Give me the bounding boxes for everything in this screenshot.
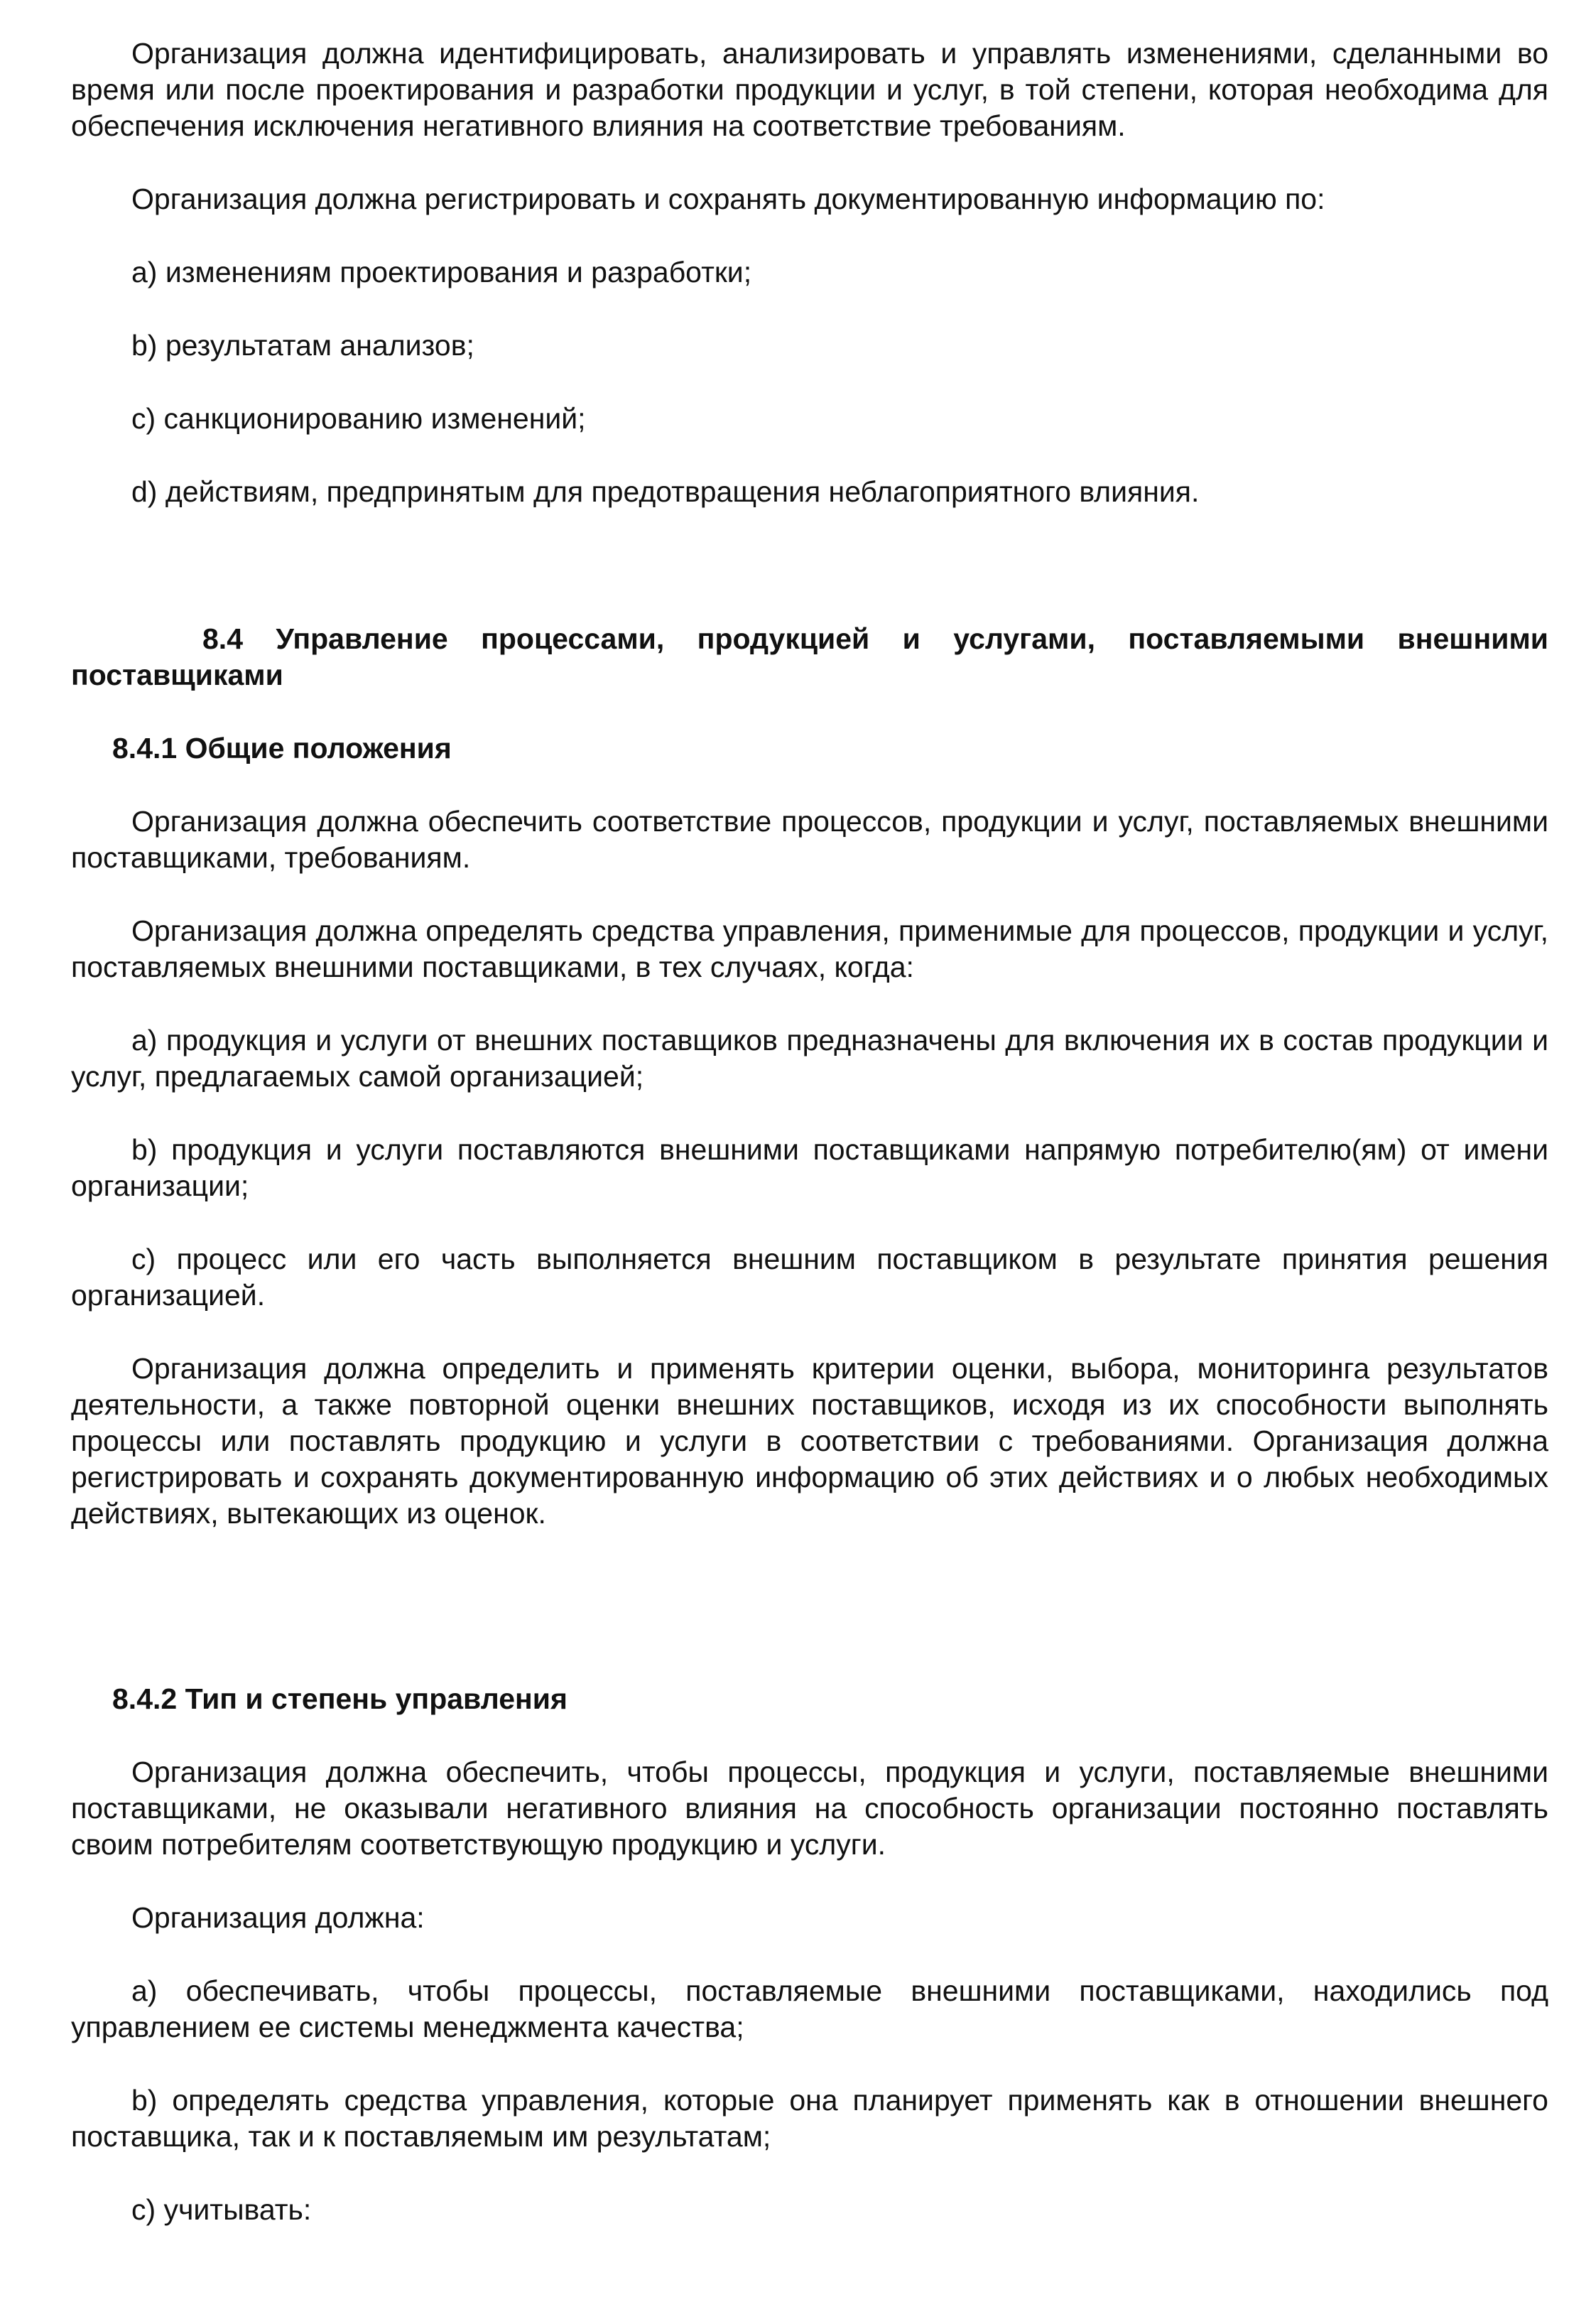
paragraph-8-4-1-criteria: Организация должна определить и применять критерии оценки, выбора, мониторинга результатов деятельности, а также повторной оценки внешних поставщиков, исходя из их способности выполнять процессы или поставлять продукцию и услуги в соответствии с требованиями. Организация должна регистрировать и сохранять документированную информацию об этих действиях и о любых необходимых действиях, вытекающих из оценок. [71, 1352, 1548, 1530]
document-page [71, 36, 1548, 2228]
paragraph-8-4-1-2: Организация должна определять средства управления, применимые для процессов, продукции и услуг, поставляемых внешними поставщиками, в тех случаях, когда: [71, 914, 1548, 983]
section-heading-8-4: 8.4 Управление процессами, продукцией и услугами, поставляемыми внешними поставщиками [71, 622, 1548, 691]
list-item-d: d) действиям, предпринятым для предотвращения неблагоприятного влияния. [131, 475, 1200, 508]
paragraph-8-4-2-1: Организация должна обеспечить, чтобы процессы, продукция и услуги, поставляемые внешними поставщиками, не оказывали негативного влияния на способность организации постоянно поставлять своим потребителям соответствующую продукцию и услуги. [71, 1756, 1548, 1861]
list-item-8-4-1-c: c) процесс или его часть выполняется внешним поставщиком в результате принятия решения организацией. [71, 1243, 1548, 1312]
paragraph-8-4-2-2: Организация должна: [131, 1901, 425, 1934]
list-item-8-4-2-b: b) определять средства управления, которые она планирует применять как в отношении внешнего поставщика, так и к поставляемым им результатам; [71, 2084, 1548, 2153]
subsection-heading-8-4-1: 8.4.1 Общие положения [112, 732, 452, 764]
list-item-8-4-1-b: b) продукция и услуги поставляются внешними поставщиками напрямую потребителю(ям) от имени организации; [71, 1133, 1548, 1202]
paragraph-document-info: Организация должна регистрировать и сохранять документированную информацию по: [131, 183, 1325, 215]
list-item-c: c) санкционированию изменений; [131, 402, 586, 435]
paragraph-change-management: Организация должна идентифицировать, анализировать и управлять изменениями, сделанными во время или после проектирования и разработки продукции и услуг, в той степени, которая необходима для обеспечения исключения негативного влияния на соответствие требованиям. [71, 37, 1548, 142]
list-item-8-4-2-c: c) учитывать: [131, 2193, 312, 2226]
subsection-heading-8-4-2: 8.4.2 Тип и степень управления [112, 1682, 568, 1715]
list-item-8-4-2-a: a) обеспечивать, чтобы процессы, поставляемые внешними поставщиками, находились под управлением ее системы менеджмента качества; [71, 1974, 1548, 2043]
paragraph-8-4-1-1: Организация должна обеспечить соответствие процессов, продукции и услуг, поставляемых внешними поставщиками, требованиям. [71, 805, 1548, 874]
list-item-b: b) результатам анализов; [131, 329, 474, 362]
list-item-a: a) изменениям проектирования и разработки; [131, 256, 752, 288]
list-item-8-4-1-a: a) продукция и услуги от внешних поставщиков предназначены для включения их в состав продукции и услуг, предлагаемых самой организацией; [71, 1024, 1548, 1093]
